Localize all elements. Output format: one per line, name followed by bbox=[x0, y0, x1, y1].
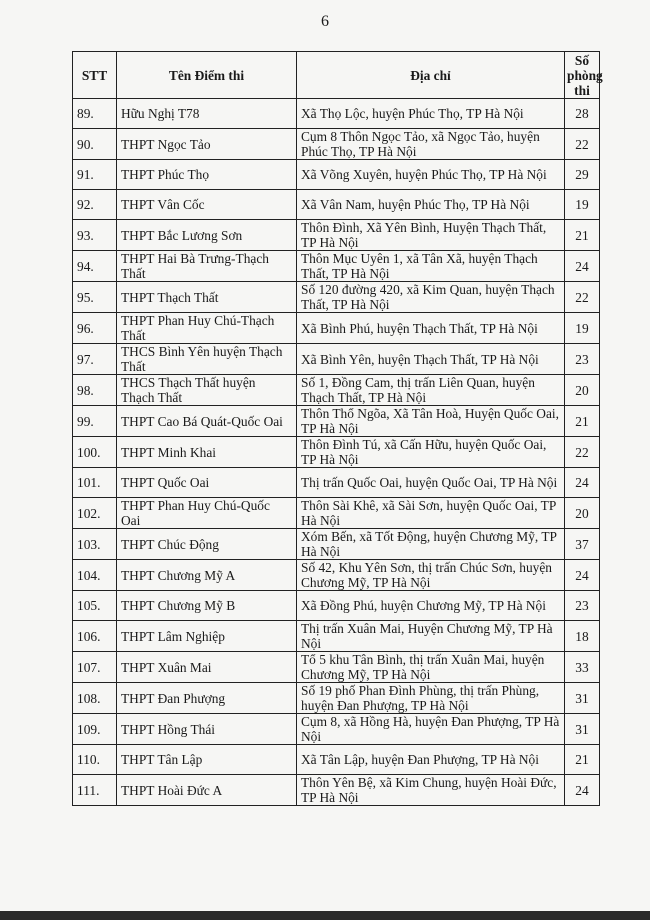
row-address: Cụm 8, xã Hồng Hà, huyện Đan Phượng, TP Hà Nội bbox=[297, 714, 565, 745]
row-address: Thôn Đình, Xã Yên Bình, Huyện Thạch Thất, TP Hà Nội bbox=[297, 220, 565, 251]
row-stt: 89. bbox=[73, 99, 117, 129]
row-room-count: 22 bbox=[565, 437, 600, 468]
header-stt: STT bbox=[73, 52, 117, 99]
row-stt: 97. bbox=[73, 344, 117, 375]
row-room-count: 18 bbox=[565, 621, 600, 652]
row-address: Thôn Đình Tú, xã Cấn Hữu, huyện Quốc Oai, TP Hà Nội bbox=[297, 437, 565, 468]
table-row bbox=[73, 313, 600, 344]
row-stt: 93. bbox=[73, 220, 117, 251]
table-row bbox=[73, 437, 600, 468]
table-row bbox=[73, 282, 600, 313]
row-room-count: 24 bbox=[565, 775, 600, 806]
row-venue-name: THPT Chương Mỹ B bbox=[117, 591, 297, 621]
table-row bbox=[73, 406, 600, 437]
row-venue-name: THPT Vân Cốc bbox=[117, 190, 297, 220]
row-stt: 102. bbox=[73, 498, 117, 529]
row-venue-name: Hữu Nghị T78 bbox=[117, 99, 297, 129]
row-stt: 107. bbox=[73, 652, 117, 683]
row-address: Xã Võng Xuyên, huyện Phúc Thọ, TP Hà Nội bbox=[297, 160, 565, 190]
row-address: Số 120 đường 420, xã Kim Quan, huyện Thạch Thất, TP Hà Nội bbox=[297, 282, 565, 313]
row-stt: 108. bbox=[73, 683, 117, 714]
row-venue-name: THPT Cao Bá Quát-Quốc Oai bbox=[117, 406, 297, 437]
table-body bbox=[73, 99, 600, 806]
row-room-count: 21 bbox=[565, 745, 600, 775]
row-stt: 98. bbox=[73, 375, 117, 406]
table-row bbox=[73, 745, 600, 775]
row-room-count: 22 bbox=[565, 129, 600, 160]
row-stt: 99. bbox=[73, 406, 117, 437]
row-room-count: 31 bbox=[565, 714, 600, 745]
row-stt: 101. bbox=[73, 468, 117, 498]
row-venue-name: THPT Hồng Thái bbox=[117, 714, 297, 745]
table-row bbox=[73, 529, 600, 560]
row-venue-name: THPT Xuân Mai bbox=[117, 652, 297, 683]
row-venue-name: THPT Phúc Thọ bbox=[117, 160, 297, 190]
row-venue-name: THPT Phan Huy Chú-Thạch Thất bbox=[117, 313, 297, 344]
row-venue-name: THPT Ngọc Tảo bbox=[117, 129, 297, 160]
row-room-count: 20 bbox=[565, 498, 600, 529]
row-address: Tổ 5 khu Tân Bình, thị trấn Xuân Mai, huyện Chương Mỹ, TP Hà Nội bbox=[297, 652, 565, 683]
table-row bbox=[73, 591, 600, 621]
row-stt: 96. bbox=[73, 313, 117, 344]
row-room-count: 24 bbox=[565, 560, 600, 591]
row-room-count: 19 bbox=[565, 190, 600, 220]
row-address: Thôn Thổ Ngõa, Xã Tân Hoà, Huyện Quốc Oai, TP Hà Nội bbox=[297, 406, 565, 437]
row-address: Thị trấn Quốc Oai, huyện Quốc Oai, TP Hà Nội bbox=[297, 468, 565, 498]
header-row bbox=[73, 52, 600, 99]
row-stt: 91. bbox=[73, 160, 117, 190]
row-address: Số 19 phố Phan Đình Phùng, thị trấn Phùng, huyện Đan Phượng, TP Hà Nội bbox=[297, 683, 565, 714]
row-stt: 100. bbox=[73, 437, 117, 468]
table-row bbox=[73, 129, 600, 160]
header-room-count: Số phòng thi bbox=[565, 52, 600, 99]
table-row bbox=[73, 220, 600, 251]
row-room-count: 31 bbox=[565, 683, 600, 714]
row-venue-name: THPT Phan Huy Chú-Quốc Oai bbox=[117, 498, 297, 529]
row-address: Xã Bình Phú, huyện Thạch Thất, TP Hà Nội bbox=[297, 313, 565, 344]
row-stt: 105. bbox=[73, 591, 117, 621]
row-room-count: 28 bbox=[565, 99, 600, 129]
table-row bbox=[73, 251, 600, 282]
row-room-count: 23 bbox=[565, 344, 600, 375]
row-address: Xã Vân Nam, huyện Phúc Thọ, TP Hà Nội bbox=[297, 190, 565, 220]
row-venue-name: THPT Đan Phượng bbox=[117, 683, 297, 714]
row-venue-name: THPT Quốc Oai bbox=[117, 468, 297, 498]
header-venue-name: Tên Điểm thi bbox=[117, 52, 297, 99]
row-stt: 90. bbox=[73, 129, 117, 160]
row-stt: 92. bbox=[73, 190, 117, 220]
row-room-count: 29 bbox=[565, 160, 600, 190]
table-row bbox=[73, 621, 600, 652]
table-row bbox=[73, 560, 600, 591]
row-address: Số 42, Khu Yên Sơn, thị trấn Chúc Sơn, huyện Chương Mỹ, TP Hà Nội bbox=[297, 560, 565, 591]
row-stt: 110. bbox=[73, 745, 117, 775]
row-room-count: 37 bbox=[565, 529, 600, 560]
row-venue-name: THPT Bắc Lương Sơn bbox=[117, 220, 297, 251]
row-address: Xã Bình Yên, huyện Thạch Thất, TP Hà Nội bbox=[297, 344, 565, 375]
table-row bbox=[73, 190, 600, 220]
table-row bbox=[73, 160, 600, 190]
row-room-count: 33 bbox=[565, 652, 600, 683]
table-row bbox=[73, 468, 600, 498]
page-number: 6 bbox=[321, 13, 329, 30]
row-venue-name: THPT Lâm Nghiệp bbox=[117, 621, 297, 652]
table-row bbox=[73, 775, 600, 806]
table-row bbox=[73, 375, 600, 406]
row-room-count: 20 bbox=[565, 375, 600, 406]
row-venue-name: THCS Bình Yên huyện Thạch Thất bbox=[117, 344, 297, 375]
row-room-count: 21 bbox=[565, 406, 600, 437]
header-address: Địa chỉ bbox=[297, 52, 565, 99]
row-room-count: 24 bbox=[565, 251, 600, 282]
row-room-count: 19 bbox=[565, 313, 600, 344]
row-stt: 94. bbox=[73, 251, 117, 282]
row-venue-name: THPT Hoài Đức A bbox=[117, 775, 297, 806]
row-venue-name: THPT Minh Khai bbox=[117, 437, 297, 468]
table-row bbox=[73, 344, 600, 375]
row-address: Thị trấn Xuân Mai, Huyện Chương Mỹ, TP Hà Nội bbox=[297, 621, 565, 652]
row-stt: 104. bbox=[73, 560, 117, 591]
row-address: Thôn Sài Khê, xã Sài Sơn, huyện Quốc Oai, TP Hà Nội bbox=[297, 498, 565, 529]
table-row bbox=[73, 99, 600, 129]
row-address: Thôn Mục Uyên 1, xã Tân Xã, huyện Thạch Thất, TP Hà Nội bbox=[297, 251, 565, 282]
row-room-count: 24 bbox=[565, 468, 600, 498]
row-room-count: 23 bbox=[565, 591, 600, 621]
table-row bbox=[73, 683, 600, 714]
row-venue-name: THPT Chúc Động bbox=[117, 529, 297, 560]
table-row bbox=[73, 498, 600, 529]
row-stt: 106. bbox=[73, 621, 117, 652]
row-address: Xã Tân Lập, huyện Đan Phượng, TP Hà Nội bbox=[297, 745, 565, 775]
exam-venue-table bbox=[72, 51, 603, 806]
row-venue-name: THPT Hai Bà Trưng-Thạch Thất bbox=[117, 251, 297, 282]
row-stt: 103. bbox=[73, 529, 117, 560]
row-address: Xóm Bến, xã Tốt Động, huyện Chương Mỹ, TP Hà Nội bbox=[297, 529, 565, 560]
row-address: Số 1, Đồng Cam, thị trấn Liên Quan, huyện Thạch Thất, TP Hà Nội bbox=[297, 375, 565, 406]
row-venue-name: THPT Tân Lập bbox=[117, 745, 297, 775]
row-venue-name: THPT Thạch Thất bbox=[117, 282, 297, 313]
row-room-count: 21 bbox=[565, 220, 600, 251]
row-address: Cụm 8 Thôn Ngọc Tảo, xã Ngọc Tảo, huyện Phúc Thọ, TP Hà Nội bbox=[297, 129, 565, 160]
table-row bbox=[73, 714, 600, 745]
row-address: Xã Thọ Lộc, huyện Phúc Thọ, TP Hà Nội bbox=[297, 99, 565, 129]
row-venue-name: THCS Thạch Thất huyện Thạch Thất bbox=[117, 375, 297, 406]
row-address: Thôn Yên Bệ, xã Kim Chung, huyện Hoài Đức, TP Hà Nội bbox=[297, 775, 565, 806]
scan-edge bbox=[0, 911, 650, 920]
row-address: Xã Đồng Phú, huyện Chương Mỹ, TP Hà Nội bbox=[297, 591, 565, 621]
row-stt: 109. bbox=[73, 714, 117, 745]
table-header bbox=[73, 52, 603, 99]
row-stt: 111. bbox=[73, 775, 117, 806]
row-room-count: 22 bbox=[565, 282, 600, 313]
row-venue-name: THPT Chương Mỹ A bbox=[117, 560, 297, 591]
table-row bbox=[73, 652, 600, 683]
row-stt: 95. bbox=[73, 282, 117, 313]
